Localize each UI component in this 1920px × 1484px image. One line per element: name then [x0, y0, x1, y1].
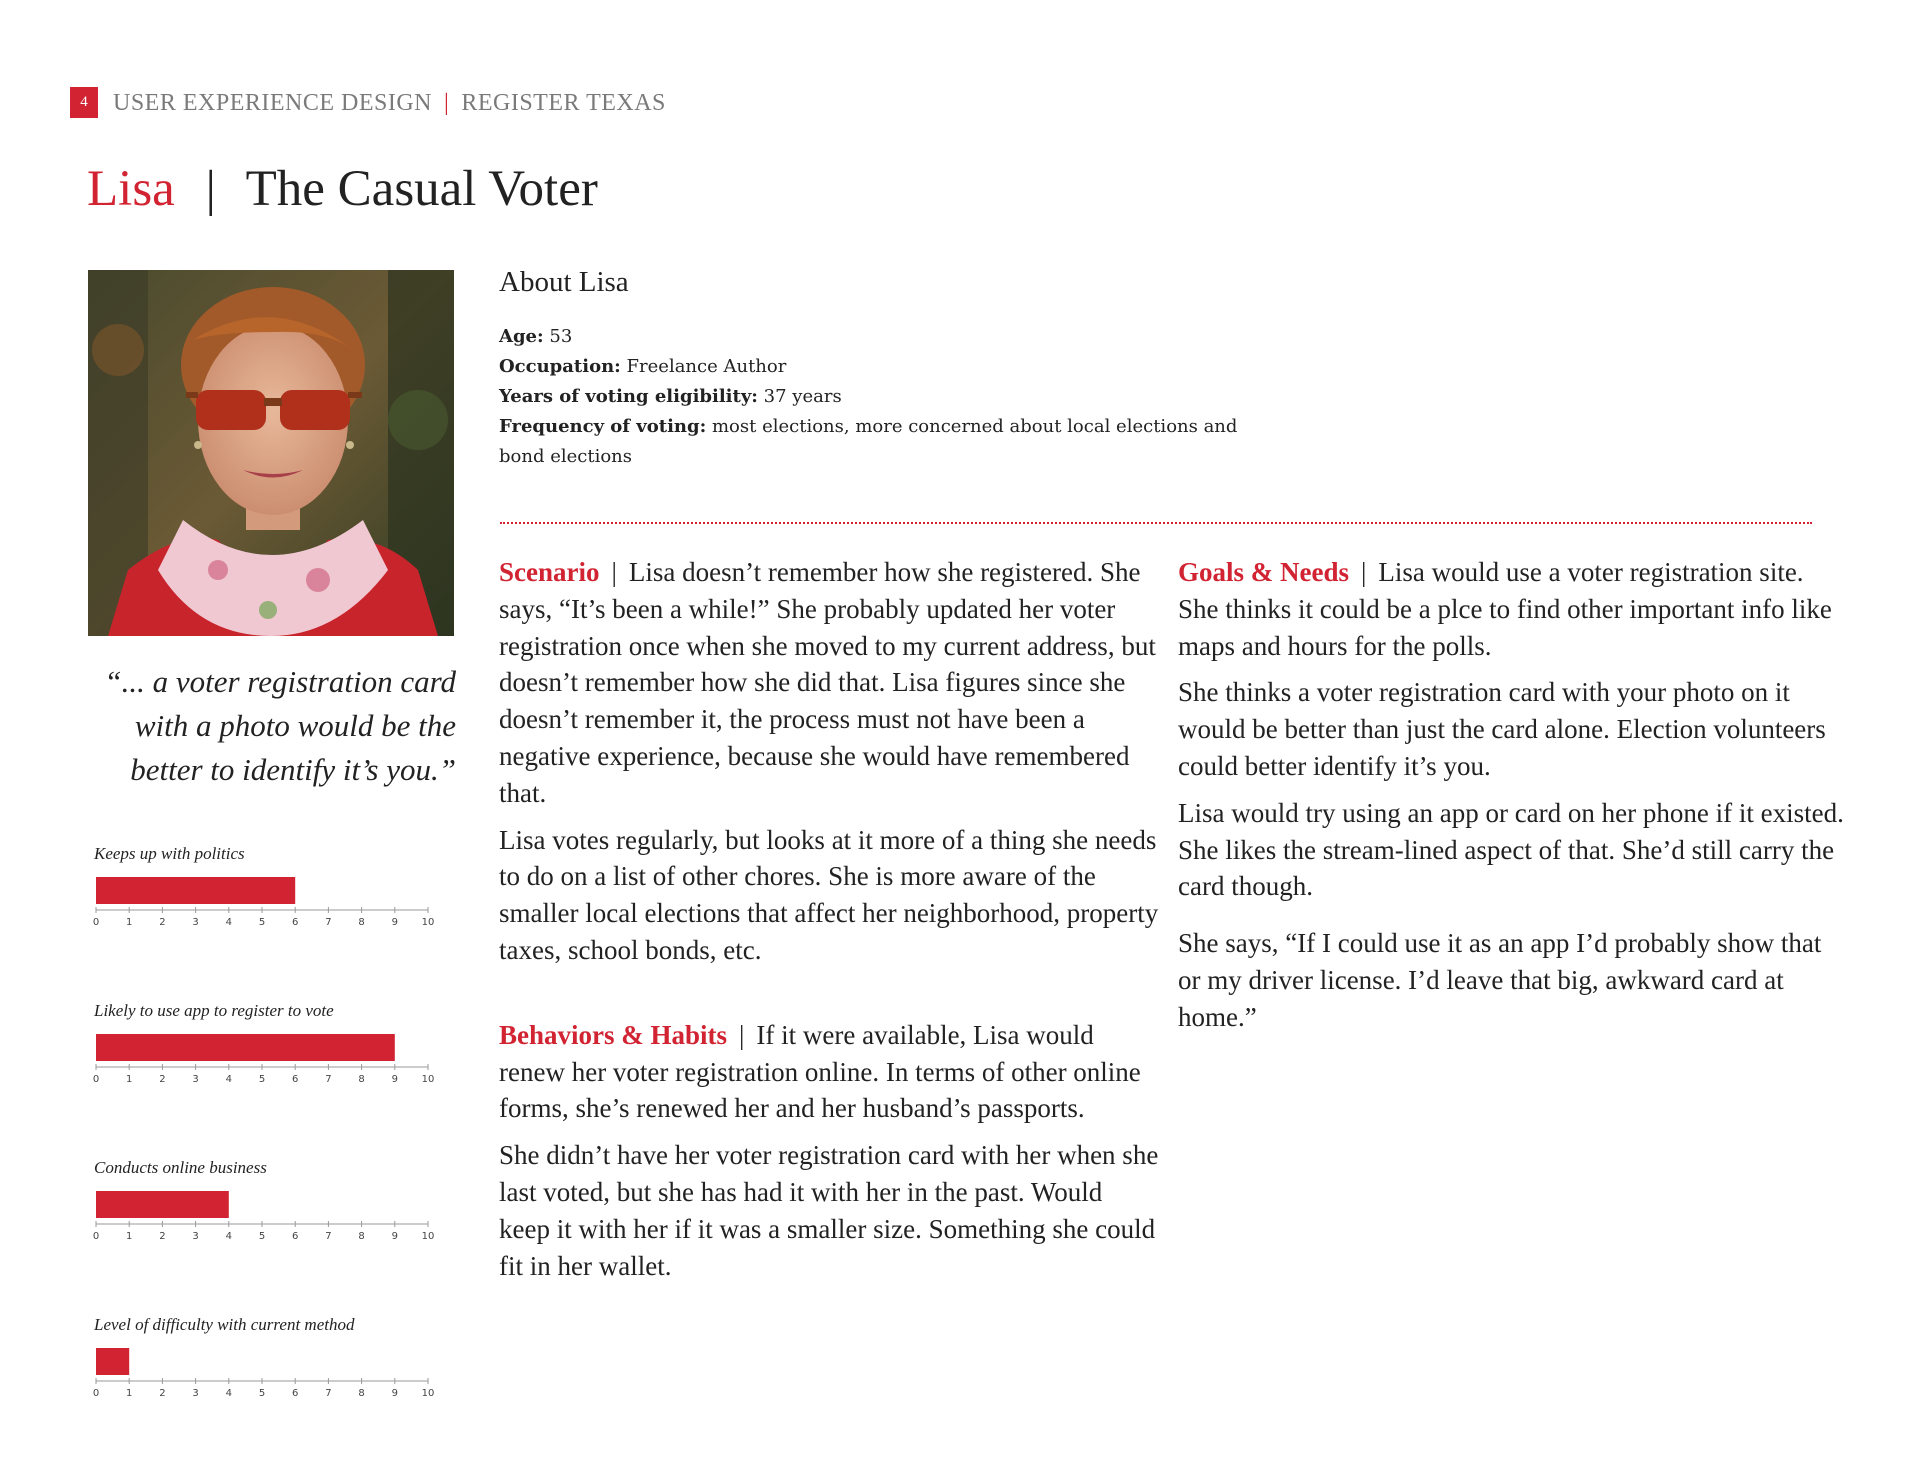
goals-paragraph-3: Lisa would try using an app or card on her phone if it existed. She likes the stream-lined aspect of that. She’d still carry the card though.	[1178, 797, 1844, 902]
goals-paragraph-4: She says, “If I could use it as an app I’d probably show that or my driver license. I’d leave that big, awkward card at home.”	[1178, 928, 1822, 1032]
goals-paragraph-2: She thinks a voter registration card with your photo on it would be better than just the card alone. Election volunteers could better identify it’s you.	[1178, 677, 1826, 781]
rating-tick-label: 7	[325, 917, 332, 928]
rating-tick-label: 1	[126, 1388, 133, 1399]
goals-text: Lisa would use a voter registration site. She thinks it could be a plce to find other important info like maps and hours for the polls.	[1178, 557, 1832, 661]
rating-tick-label: 4	[225, 917, 232, 928]
rating-tick-label: 1	[126, 1074, 133, 1085]
rating-tick-label: 6	[292, 1231, 299, 1242]
rating-tick-label: 7	[325, 1231, 332, 1242]
rating-tick-label: 7	[325, 1388, 332, 1399]
fact-value: most elections, more concerned about local elections and bond elections	[499, 416, 1238, 467]
rating-tick-label: 4	[225, 1388, 232, 1399]
rating-tick-label: 10	[421, 1231, 435, 1242]
rating-tick-label: 5	[258, 1231, 266, 1242]
rating-label: Likely to use app to register to vote	[94, 1001, 334, 1020]
rating-tick-label: 0	[92, 917, 100, 928]
rating-bar	[96, 1191, 229, 1218]
rating-tick-label: 2	[159, 917, 166, 928]
fact-value: 37 years	[757, 386, 842, 407]
rating-label: Level of difficulty with current method	[94, 1315, 355, 1334]
heading-separator: |	[1361, 557, 1367, 587]
rating-tick-label: 10	[421, 1388, 435, 1399]
rating-bar-chart	[94, 1034, 434, 1084]
scenario-paragraph-2: Lisa votes regularly, but looks at it more of a thing she needs to do on a list of other chores. She is more aware of the smaller local elections that affect her neighborhood, property taxes, school bonds, etc.	[499, 824, 1159, 965]
page-number: 4	[70, 87, 98, 118]
scenario-text: Lisa doesn’t remember how she registered. She says, “It’s been a while!” She probably updated her voter registration once when she moved to my current address, but doesn’t remember how she did that. Lisa figures since she doesn’t remember it, the process must not have been a negative experience, because she would have remembered that.	[499, 557, 1156, 808]
rating-tick-label: 9	[391, 1074, 398, 1085]
behaviors-text: If it were available, Lisa would renew her voter registration online. In terms of other online forms, she’s renewed her and her husband’s passports.	[499, 1019, 1141, 1124]
about-heading: About Lisa	[499, 266, 629, 298]
rating-tick-label: 9	[391, 1231, 398, 1242]
fact-occupation	[499, 352, 1259, 382]
running-header	[113, 88, 666, 118]
rating-bar-chart	[94, 877, 434, 927]
about-facts	[499, 322, 1259, 472]
rating-tick-label: 4	[225, 1231, 232, 1242]
section-divider	[500, 522, 1812, 524]
rating-tick-label: 10	[421, 1074, 435, 1085]
rating-tick-label: 0	[92, 1231, 100, 1242]
rating-tick-label: 10	[421, 917, 435, 928]
rating-tick-label: 7	[325, 1074, 332, 1085]
rating-bar	[96, 1034, 395, 1061]
behaviors-heading: Behaviors & Habits	[499, 1019, 728, 1050]
rating-tick-label: 2	[159, 1231, 166, 1242]
rating-politics	[94, 843, 434, 927]
fact-age	[499, 322, 1259, 352]
rating-tick-label: 0	[92, 1388, 100, 1399]
rating-tick-label: 4	[225, 1074, 232, 1085]
rating-tick-label: 5	[258, 917, 266, 928]
page-title	[87, 160, 598, 218]
rating-tick-label: 8	[358, 917, 365, 928]
rating-tick-label: 3	[192, 1074, 199, 1085]
rating-tick-label: 9	[391, 917, 398, 928]
left-text-column	[499, 554, 1159, 1294]
header-separator: |	[444, 89, 450, 116]
fact-value: Freelance Author	[620, 356, 787, 377]
rating-tick-label: 8	[358, 1074, 365, 1085]
fact-eligibility	[499, 382, 1259, 412]
fact-label: Years of voting eligibility:	[499, 386, 758, 407]
heading-separator: |	[739, 1019, 745, 1050]
rating-tick-label: 8	[358, 1231, 365, 1242]
rating-app-usage	[94, 1000, 434, 1084]
fact-value: 53	[543, 326, 573, 347]
rating-label: Conducts online business	[94, 1158, 267, 1177]
rating-tick-label: 6	[292, 1388, 299, 1399]
behaviors-paragraph	[499, 1017, 1159, 1127]
rating-tick-label: 6	[292, 917, 299, 928]
goals-heading: Goals & Needs	[1178, 557, 1349, 587]
fact-label: Frequency of voting:	[499, 416, 707, 437]
rating-bar	[96, 1348, 129, 1375]
rating-bar	[96, 877, 295, 904]
rating-tick-label: 5	[258, 1388, 266, 1399]
rating-tick-label: 2	[159, 1074, 166, 1085]
header-section: USER EXPERIENCE DESIGN	[113, 89, 433, 116]
scenario-paragraph	[499, 554, 1159, 812]
behaviors-paragraph-2: She didn’t have her voter registration card with her when she last voted, but she has had it with her in the past. Would keep it with her if it was a smaller size. Something she could fit in her wallet.	[499, 1140, 1159, 1281]
right-text-column	[1178, 554, 1848, 1046]
persona-name: Lisa	[87, 161, 175, 217]
rating-tick-label: 8	[358, 1388, 365, 1399]
fact-label: Age:	[499, 326, 544, 347]
rating-bar-chart	[94, 1191, 434, 1241]
rating-tick-label: 3	[192, 917, 199, 928]
persona-type: The Casual Voter	[245, 161, 598, 217]
rating-difficulty	[94, 1314, 434, 1398]
rating-tick-label: 6	[292, 1074, 299, 1085]
title-separator: |	[205, 161, 216, 217]
persona-quote: “... a voter registration card with a photo would be the better to identify it’s you.”	[104, 664, 456, 787]
rating-tick-label: 1	[126, 1231, 133, 1242]
rating-label: Keeps up with politics	[94, 844, 245, 863]
fact-label: Occupation:	[499, 356, 621, 377]
persona-photo	[88, 270, 454, 636]
header-project: REGISTER TEXAS	[461, 89, 666, 116]
rating-online-business	[94, 1157, 434, 1241]
rating-tick-label: 1	[126, 917, 133, 928]
rating-tick-label: 3	[192, 1388, 199, 1399]
heading-separator: |	[611, 557, 617, 587]
rating-tick-label: 3	[192, 1231, 199, 1242]
rating-tick-label: 5	[258, 1074, 266, 1085]
rating-tick-label: 9	[391, 1388, 398, 1399]
goals-paragraph	[1178, 554, 1848, 664]
rating-tick-label: 2	[159, 1388, 166, 1399]
rating-tick-label: 0	[92, 1074, 100, 1085]
scenario-heading: Scenario	[499, 557, 600, 587]
fact-frequency	[499, 412, 1259, 472]
rating-bar-chart	[94, 1348, 434, 1398]
